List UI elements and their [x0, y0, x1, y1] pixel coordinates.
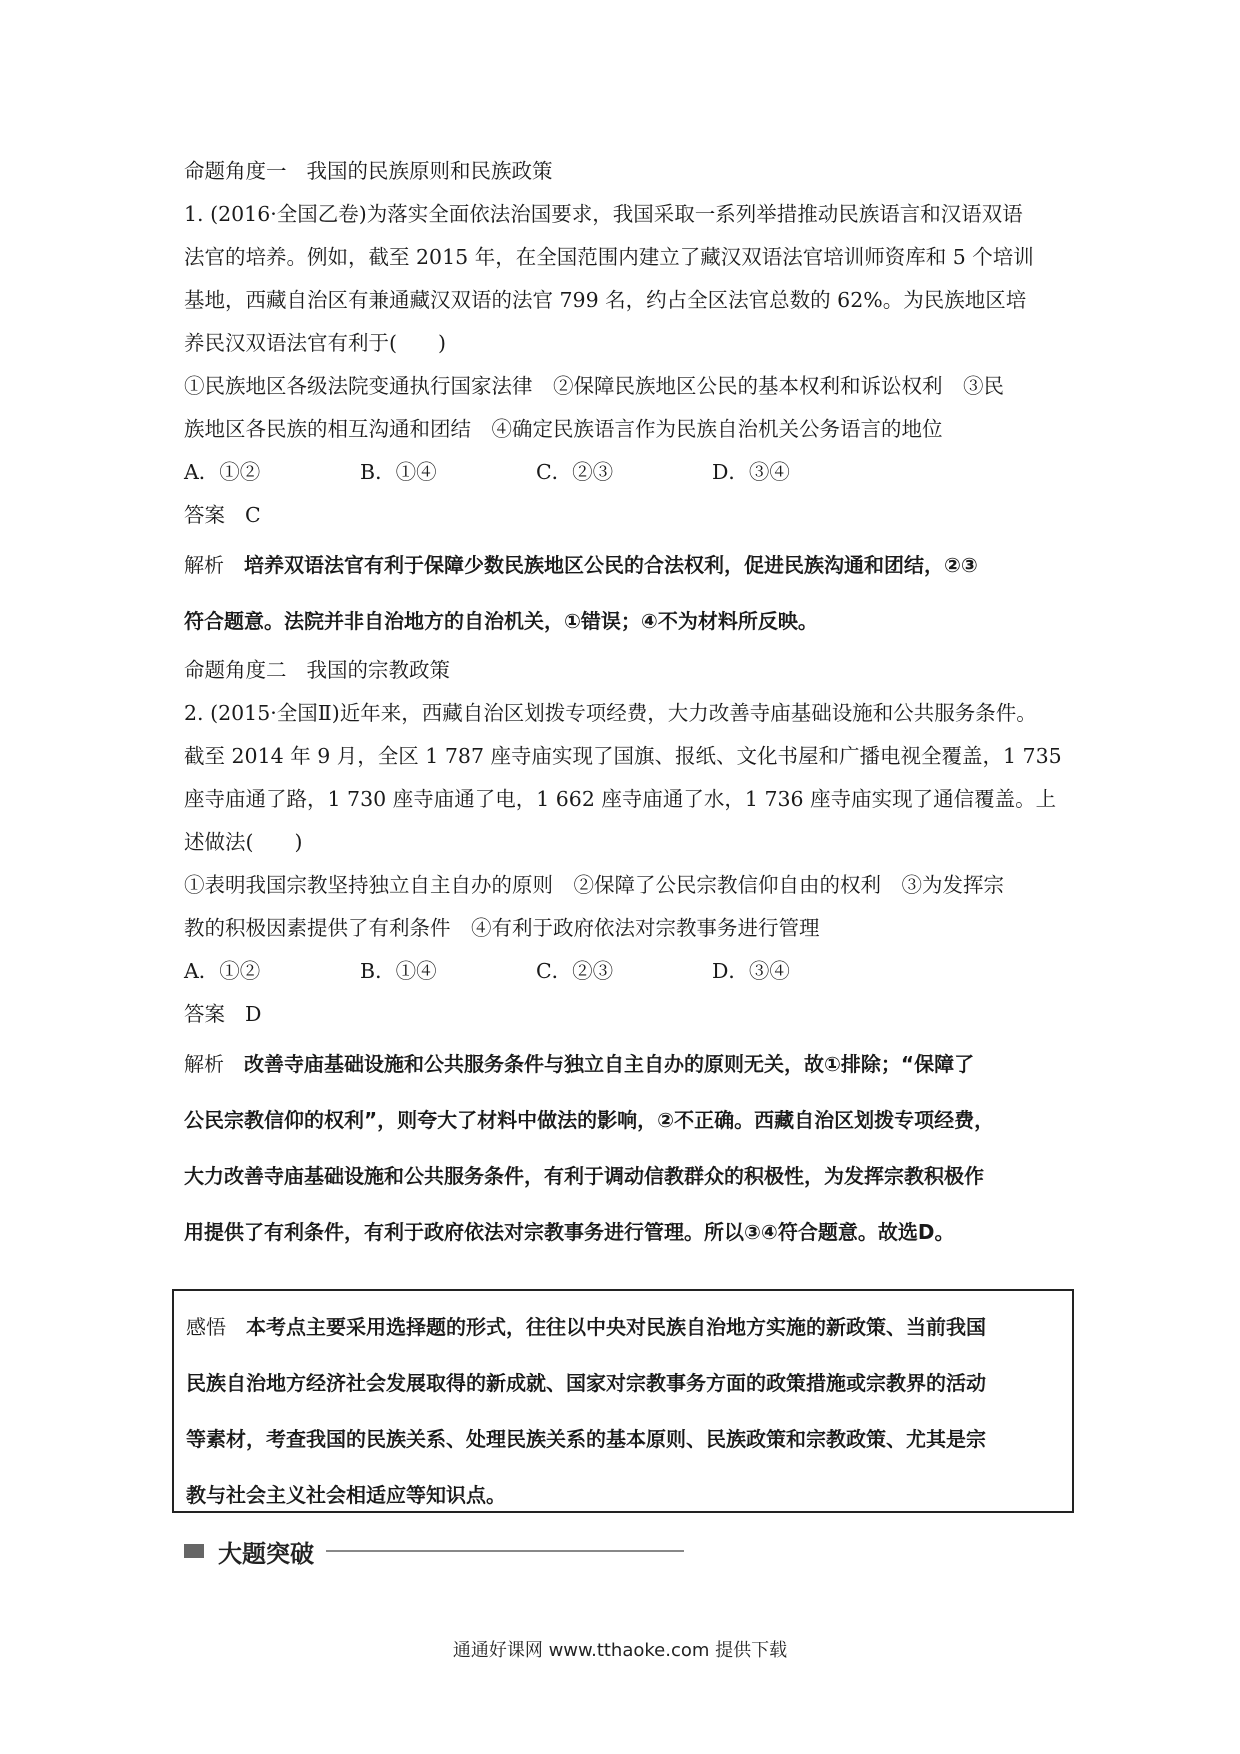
- stem-line: 述做法( ): [184, 830, 303, 854]
- question-1-options: [184, 365, 1064, 451]
- analysis-line: 改善寺庙基础设施和公共服务条件与独立自主自办的原则无关，故①排除；“保障了: [244, 1052, 975, 1076]
- choice-d: D．③④: [712, 460, 790, 484]
- question-2-stem: [184, 692, 1064, 864]
- choice-b: B．①④: [360, 959, 437, 983]
- choice-a: A．①②: [184, 959, 261, 983]
- choice-a: A．①②: [184, 460, 261, 484]
- option-line: 教的积极因素提供了有利条件 ④有利于政府依法对宗教事务进行管理: [184, 916, 820, 940]
- page-footer: 通通好课网 www.tthaoke.com 提供下载: [452, 1640, 788, 1661]
- insight-box: [172, 1289, 1074, 1513]
- question-2-choices: [184, 950, 1064, 993]
- question-2-analysis: [184, 1036, 1064, 1260]
- analysis-line: 培养双语法官有利于保障少数民族地区公民的合法权利，促进民族沟通和团结，②③: [244, 553, 978, 577]
- option-line: 族地区各民族的相互沟通和团结 ④确定民族语言作为民族自治机关公务语言的地位: [184, 417, 943, 441]
- section-divider: [326, 1550, 684, 1552]
- heading-title: 我国的民族原则和民族政策: [306, 159, 553, 183]
- choice-c: C．②③: [536, 959, 614, 983]
- stem-line: 2. (2015·全国Ⅱ)近年来，西藏自治区划拨专项经费，大力改善寺庙基础设施和公共服务条件。: [184, 701, 1037, 725]
- analysis-label: 解析: [184, 1052, 224, 1076]
- analysis-line: 符合题意。法院并非自治地方的自治机关，①错误；④不为材料所反映。: [184, 609, 818, 633]
- analysis-label: 解析: [184, 553, 224, 577]
- insight-text: [186, 1299, 1060, 1523]
- option-line: ①表明我国宗教坚持独立自主自办的原则 ②保障了公民宗教信仰自由的权利 ③为发挥宗: [184, 873, 1004, 897]
- choice-c: C．②③: [536, 460, 614, 484]
- stem-line: 养民汉双语法官有利于( ): [184, 331, 446, 355]
- choice-b: B．①④: [360, 460, 437, 484]
- insight-line: 教与社会主义社会相适应等知识点。: [186, 1483, 506, 1507]
- analysis-line: 公民宗教信仰的权利”，则夸大了材料中做法的影响，②不正确。西藏自治区划拨专项经费，: [184, 1108, 995, 1132]
- analysis-line: 用提供了有利条件，有利于政府依法对宗教事务进行管理。所以③④符合题意。故选D。: [184, 1220, 955, 1244]
- option-line: ①民族地区各级法院变通执行国家法律 ②保障民族地区公民的基本权利和诉讼权利 ③民: [184, 374, 1004, 398]
- question-1-analysis: [184, 537, 1064, 649]
- question-1-stem: [184, 193, 1064, 365]
- heading-label: 命题角度二: [184, 658, 287, 682]
- square-bullet-icon: [184, 1544, 204, 1558]
- answer-value: C: [245, 503, 261, 527]
- analysis-line: 大力改善寺庙基础设施和公共服务条件，有利于调动信教群众的积极性，为发挥宗教积极作: [184, 1164, 984, 1188]
- main-content: [184, 150, 1064, 1260]
- stem-line: 法官的培养。例如，截至 2015 年，在全国范围内建立了藏汉双语法官培训师资库和 5 个培训: [184, 245, 1034, 269]
- answer-label: 答案: [184, 1002, 225, 1026]
- stem-line: 基地，西藏自治区有兼通藏汉双语的法官 799 名，约占全区法官总数的 62%。为民族地区培: [184, 288, 1027, 312]
- question-2-options: [184, 864, 1064, 950]
- answer-value: D: [245, 1002, 262, 1026]
- insight-line: 本考点主要采用选择题的形式，往往以中央对民族自治地方实施的新政策、当前我国: [246, 1315, 986, 1339]
- heading-label: 命题角度一: [184, 159, 287, 183]
- question-2-heading: [184, 649, 1064, 692]
- section-heading: [184, 1531, 684, 1571]
- insight-label: 感悟: [186, 1315, 226, 1339]
- question-1-choices: [184, 451, 1064, 494]
- insight-line: 等素材，考查我国的民族关系、处理民族关系的基本原则、民族政策和宗教政策、尤其是宗: [186, 1427, 986, 1451]
- stem-line: 1. (2016·全国乙卷)为落实全面依法治国要求，我国采取一系列举措推动民族语言和汉语双语: [184, 202, 1023, 226]
- stem-line: 截至 2014 年 9 月，全区 1 787 座寺庙实现了国旗、报纸、文化书屋和广播电视全覆盖，1 735: [184, 744, 1062, 768]
- heading-title: 我国的宗教政策: [306, 658, 450, 682]
- question-2-answer: [184, 993, 1064, 1036]
- insight-line: 民族自治地方经济社会发展取得的新成就、国家对宗教事务方面的政策措施或宗教界的活动: [186, 1371, 986, 1395]
- question-1-answer: [184, 494, 1064, 537]
- stem-line: 座寺庙通了路，1 730 座寺庙通了电，1 662 座寺庙通了水，1 736 座寺庙实现了通信覆盖。上: [184, 787, 1057, 811]
- choice-d: D．③④: [712, 959, 790, 983]
- answer-label: 答案: [184, 503, 225, 527]
- question-1-heading: [184, 150, 1064, 193]
- section-title: 大题突破: [218, 1539, 314, 1568]
